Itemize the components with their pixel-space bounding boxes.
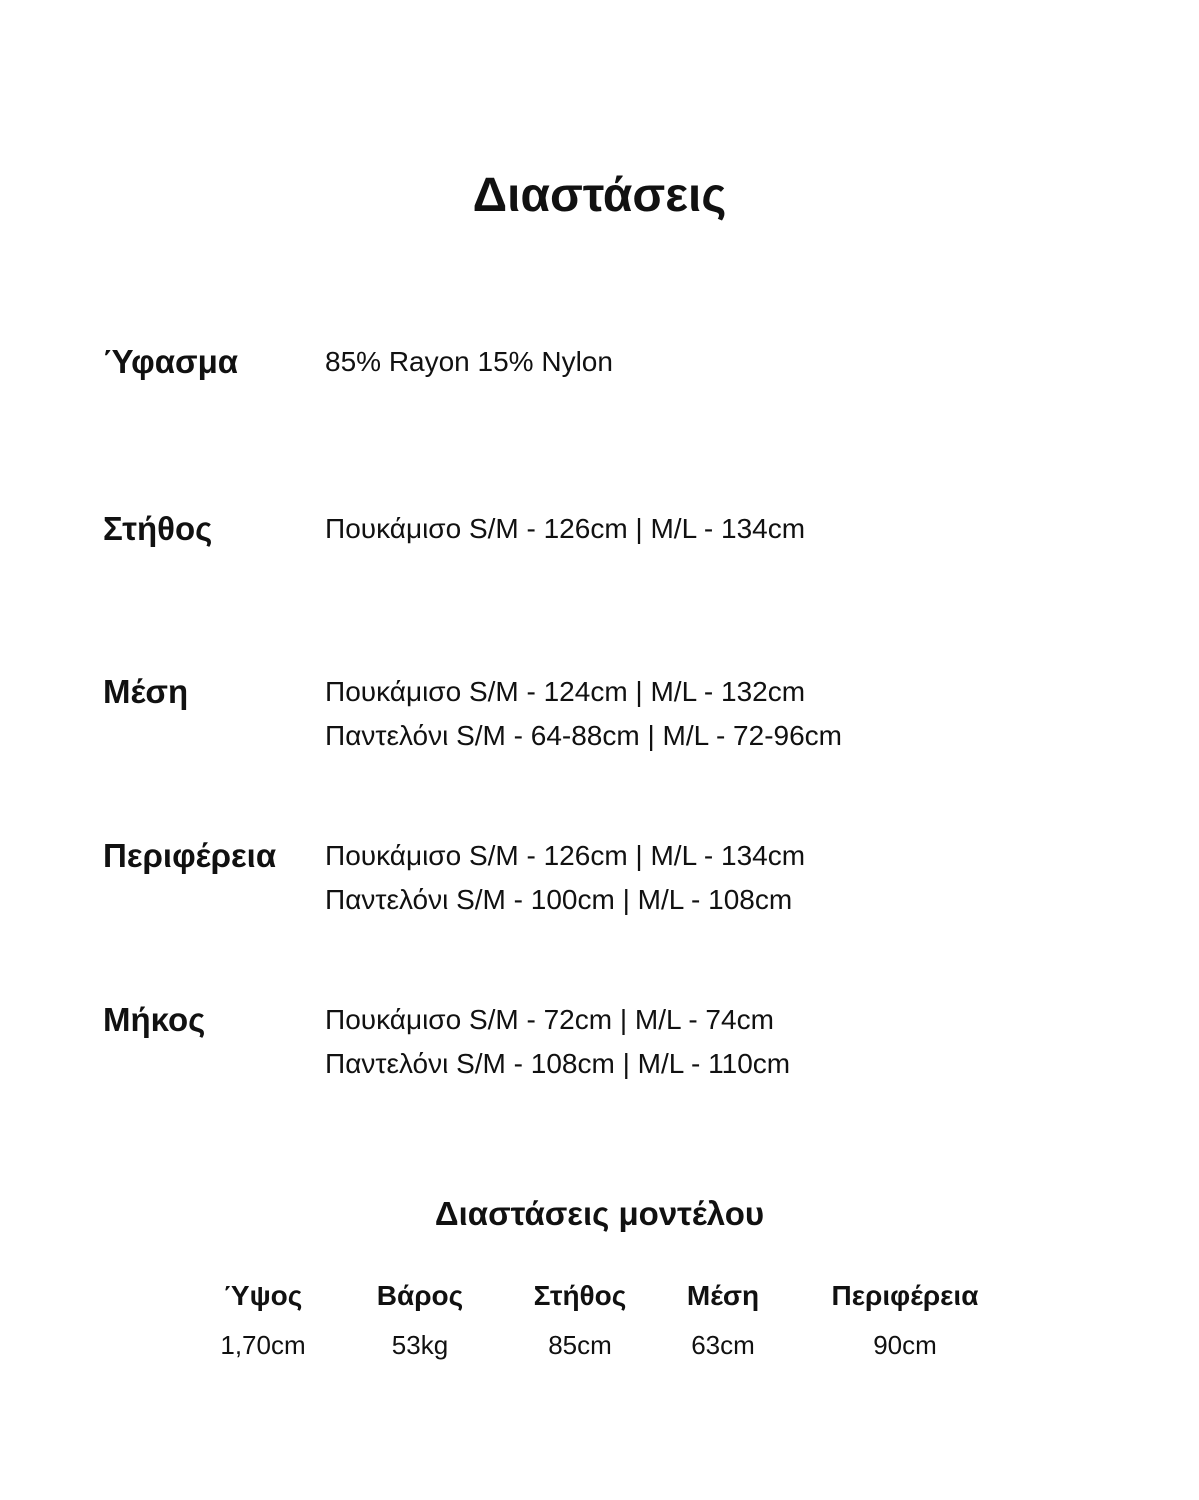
spec-value: Πουκάμισο S/M - 126cm | M/L - 134cm [325, 513, 806, 544]
model-col-header: Μέση [686, 1280, 760, 1311]
spec-values [325, 507, 805, 551]
spec-label: Ύφασμα [103, 343, 239, 380]
spec-values [325, 340, 613, 384]
model-col-hips [815, 1276, 995, 1365]
spec-label: Περιφέρεια [103, 837, 277, 874]
page-title: Διαστάσεις [472, 169, 727, 222]
spec-values [325, 834, 805, 922]
spec-values [325, 670, 842, 758]
spec-value: Παντελόνι S/M - 100cm | M/L - 108cm [325, 884, 793, 915]
spec-value: 85% Rayon 15% Nylon [325, 346, 613, 377]
spec-value: Παντελόνι S/M - 108cm | M/L - 110cm [325, 1048, 791, 1079]
spec-label: Μήκος [103, 1001, 206, 1038]
spec-values [325, 998, 790, 1086]
model-section-title: Διαστάσεις μοντέλου [434, 1195, 765, 1232]
model-col-value: 90cm [873, 1330, 937, 1360]
model-col-header: Βάρος [376, 1280, 464, 1311]
model-col-chest [520, 1276, 640, 1365]
model-col-header: Ύψος [223, 1280, 303, 1311]
model-col-value: 53kg [391, 1330, 449, 1360]
model-col-weight [360, 1276, 480, 1365]
spec-label: Στήθος [103, 510, 213, 547]
model-col-header: Περιφέρεια [831, 1280, 979, 1311]
spec-label: Μέση [103, 673, 189, 710]
spec-value: Παντελόνι S/M - 64-88cm | M/L - 72-96cm [325, 720, 842, 751]
model-col-value: 63cm [691, 1330, 755, 1360]
spec-value: Πουκάμισο S/M - 124cm | M/L - 132cm [325, 676, 806, 707]
model-col-value: 1,70cm [220, 1330, 306, 1360]
spec-value: Πουκάμισο S/M - 126cm | M/L - 134cm [325, 840, 806, 871]
model-col-value: 85cm [548, 1330, 612, 1360]
model-col-header: Στήθος [533, 1280, 627, 1311]
spec-value: Πουκάμισο S/M - 72cm | M/L - 74cm [325, 1004, 774, 1035]
model-col-height [203, 1276, 323, 1365]
model-col-waist [663, 1276, 783, 1365]
